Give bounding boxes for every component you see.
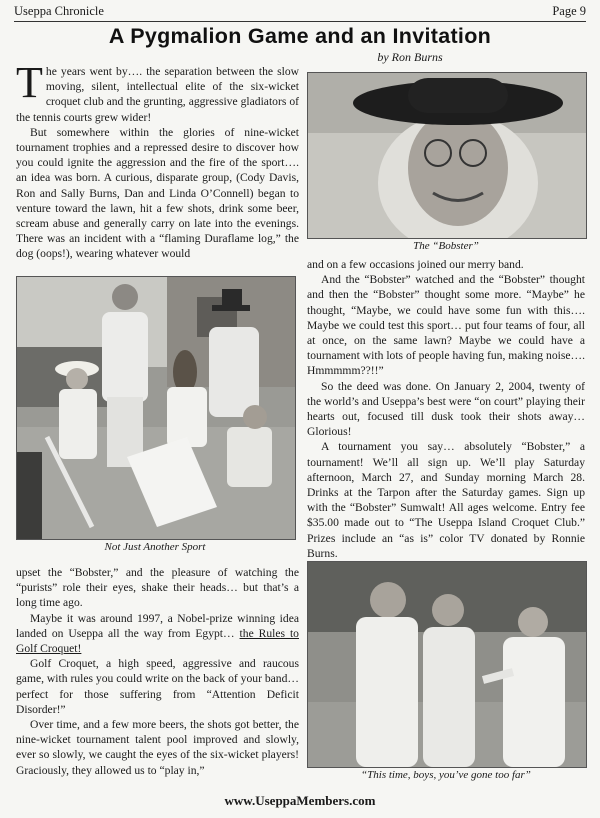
- caption-sport: Not Just Another Sport: [104, 541, 206, 553]
- publication-name: Useppa Chronicle: [14, 4, 104, 18]
- footer-url[interactable]: www.UseppaMembers.com: [224, 793, 376, 808]
- paragraph-5: Golf Croquet, a high speed, aggressive and raucous game, with rules you could write on the back of your band… perfect for those suffering from “Attention Deficit Disorder!”: [16, 657, 299, 716]
- page-number: Page 9: [552, 4, 586, 18]
- group-photo-illustration: [17, 277, 295, 539]
- paragraph-9: So the deed was done. On January 2, 2004, twenty of the world’s and Useppa’s best were “on court” playing their hearts out, focused till dusk took their shots away… Glorious!: [307, 379, 585, 439]
- paragraph-6: Over time, and a few more beers, the shots got better, the nine-wicket tournament talent pool improved and slowly, ever so slowly, we caught the eyes of the six-wicket players! Graciously, they allowed us to “play in,”: [16, 718, 299, 777]
- paragraph-7: and on a few occasions joined our merry band.: [307, 258, 524, 271]
- drop-cap: T: [16, 58, 43, 107]
- paragraph-8: And the “Bobster” watched and the “Bobster” thought and then the “Bobster” thought some more. “Maybe” he thought, “Maybe, we could have some fun with this…. Maybe we could test this sport… put four teams of four, all at once, on the same lawn? Maybe we could have a tournament with lots of people having fun, making noise…. Hmmmmm??!!”: [307, 273, 585, 378]
- photo-bobster: [307, 72, 587, 239]
- photo-three-men: [307, 561, 587, 768]
- article-title: A Pygmalion Game and an Invitation: [108, 24, 492, 48]
- paragraph-3: upset the “Bobster,” and the pleasure of watching the “purists” role their eyes, shake their heads… but that’s a long time ago.: [16, 566, 299, 610]
- header-rule: [14, 21, 586, 22]
- page-header: [14, 4, 586, 20]
- rules-link[interactable]: the Rules to Golf Croquet!: [16, 626, 299, 656]
- paragraph-1: The years went by…. the separation between the slow moving, silent, intellectual elite of the six-wicket croquet club and the grunting, aggressive gladiators of the tennis courts grew wider!: [16, 58, 299, 124]
- left-column-top: [16, 58, 299, 274]
- bobster-photo-illustration: [308, 73, 586, 238]
- caption-bobster: The “Bobster”: [413, 240, 479, 252]
- left-column-bottom: [16, 565, 299, 790]
- right-column-text: [307, 257, 585, 560]
- paragraph-2: But somewhere within the glories of nine-wicket tournament trophies and a repressed desire to discover how you could ignite the aggression and the fire of the sport…. an idea was born. A curious, disparate group, (Cody Davis, Ron and Sally Burns, Dan and Linda O’Connell) began to venture toward the lawn, hit a few shots, drink some beer, scream abuse and generally carry on late into the evenings. There was an incident with a “flaming Duraflame log,” the dog (oops!), wearing whatever would: [16, 125, 299, 261]
- caption-too-far: “This time, boys, you’ve gone too far”: [361, 769, 531, 781]
- three-men-photo-illustration: [308, 562, 586, 767]
- article-byline: by Ron Burns: [377, 50, 443, 64]
- paragraph-4: Maybe it was around 1997, a Nobel-prize winning idea landed on Useppa all the way from Egypt… the Rules to Golf Croquet!: [16, 611, 299, 656]
- photo-group-croquet: [16, 276, 296, 540]
- paragraph-10: A tournament you say… absolutely “Bobster,” a tournament! We’ll all sign up. We’ll play Saturday afternoon, March 27, and Sunday morning March 28. Drinks at the Tarpon after the Saturday games. Sign up with the “Bobster” Sumwalt! All ages welcome. Entry fee $35.00 made out to “The Useppa Island Croquet Club.” Prizes include an “as is” color TV donated by Ronnie Burns.: [307, 440, 585, 560]
